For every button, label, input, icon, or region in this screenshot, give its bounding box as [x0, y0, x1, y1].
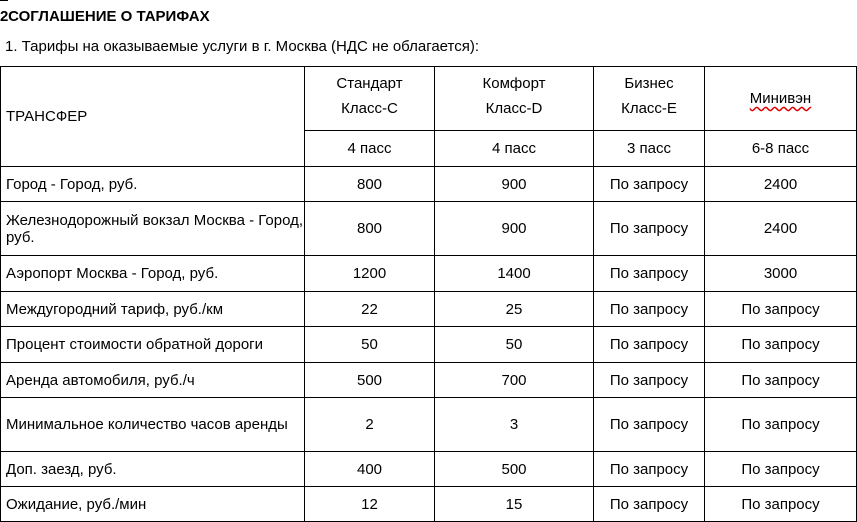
cell-value: 2400 — [705, 202, 857, 256]
cell-value: 500 — [435, 452, 594, 487]
col-name: Минивэн — [749, 90, 812, 107]
cell-value: 900 — [435, 167, 594, 202]
cell-value: 900 — [435, 202, 594, 256]
table-row — [1, 167, 857, 202]
cell-value: По запросу — [594, 202, 705, 256]
cell-value: По запросу — [594, 167, 705, 202]
header-row — [1, 67, 857, 131]
table-row — [1, 398, 857, 452]
col-name: Стандарт — [336, 74, 403, 92]
table-row — [1, 452, 857, 487]
col-name: Комфорт — [482, 74, 546, 92]
row-label: Ожидание, руб./мин — [1, 487, 305, 522]
cell-value: По запросу — [594, 327, 705, 363]
cell-value: По запросу — [594, 256, 705, 292]
cell-value: По запросу — [594, 398, 705, 452]
cell-value: 50 — [305, 327, 435, 363]
table-row — [1, 327, 857, 363]
corner-header: ТРАНСФЕР — [1, 67, 305, 167]
cell-value: 50 — [435, 327, 594, 363]
col-header-standard — [305, 67, 435, 131]
heading-text: СОГЛАШЕНИЕ О ТАРИФАХ — [8, 8, 210, 25]
col-class: Класс-E — [621, 99, 677, 117]
col-pass: 3 пасс — [594, 131, 705, 167]
cell-value: 3 — [435, 398, 594, 452]
cell-value: 12 — [305, 487, 435, 522]
cell-value: 25 — [435, 292, 594, 327]
col-pass: 4 пасс — [305, 131, 435, 167]
cell-value: По запросу — [594, 363, 705, 398]
cell-value: 800 — [305, 202, 435, 256]
cell-value: По запросу — [705, 292, 857, 327]
tariff-table — [0, 66, 857, 522]
cell-value: 500 — [305, 363, 435, 398]
cell-value: 3000 — [705, 256, 857, 292]
cell-value: 1200 — [305, 256, 435, 292]
row-label: Железнодорожный вокзал Москва - Город, руб. — [1, 202, 305, 256]
cell-value: 15 — [435, 487, 594, 522]
table-row — [1, 363, 857, 398]
row-label: Аренда автомобиля, руб./ч — [1, 363, 305, 398]
row-label: Аэропорт Москва - Город, руб. — [1, 256, 305, 292]
col-class: Класс-С — [341, 99, 398, 117]
col-pass: 6-8 пасс — [705, 131, 857, 167]
table-row — [1, 292, 857, 327]
cell-value: По запросу — [705, 398, 857, 452]
heading-number: 2 — [0, 8, 9, 25]
cell-value: По запросу — [594, 487, 705, 522]
table-row — [1, 202, 857, 256]
row-label: Процент стоимости обратной дороги — [1, 327, 305, 363]
cell-value: По запросу — [705, 487, 857, 522]
row-label: Междугородний тариф, руб./км — [1, 292, 305, 327]
col-class: Класс-D — [485, 99, 543, 117]
cell-value: По запросу — [705, 327, 857, 363]
col-pass: 4 пасс — [435, 131, 594, 167]
cell-value: 2 — [305, 398, 435, 452]
col-header-comfort — [435, 67, 594, 131]
col-header-minivan — [705, 67, 857, 131]
cell-value: 400 — [305, 452, 435, 487]
row-label: Минимальное количество часов аренды — [1, 398, 305, 452]
row-label: Доп. заезд, руб. — [1, 452, 305, 487]
page-edge-mark — [0, 0, 8, 1]
tariff-subtitle: 1. Тарифы на оказываемые услуги в г. Москва (НДС не облагается): — [5, 38, 480, 55]
cell-value: По запросу — [594, 452, 705, 487]
cell-value: 22 — [305, 292, 435, 327]
table-row — [1, 256, 857, 292]
row-label: Город - Город, руб. — [1, 167, 305, 202]
cell-value: По запросу — [705, 452, 857, 487]
cell-value: 1400 — [435, 256, 594, 292]
cell-value: По запросу — [705, 363, 857, 398]
table-row — [1, 487, 857, 522]
cell-value: По запросу — [594, 292, 705, 327]
cell-value: 2400 — [705, 167, 857, 202]
cell-value: 700 — [435, 363, 594, 398]
col-name: Бизнес — [624, 74, 674, 92]
col-header-business — [594, 67, 705, 131]
cell-value: 800 — [305, 167, 435, 202]
section-heading — [0, 8, 210, 25]
